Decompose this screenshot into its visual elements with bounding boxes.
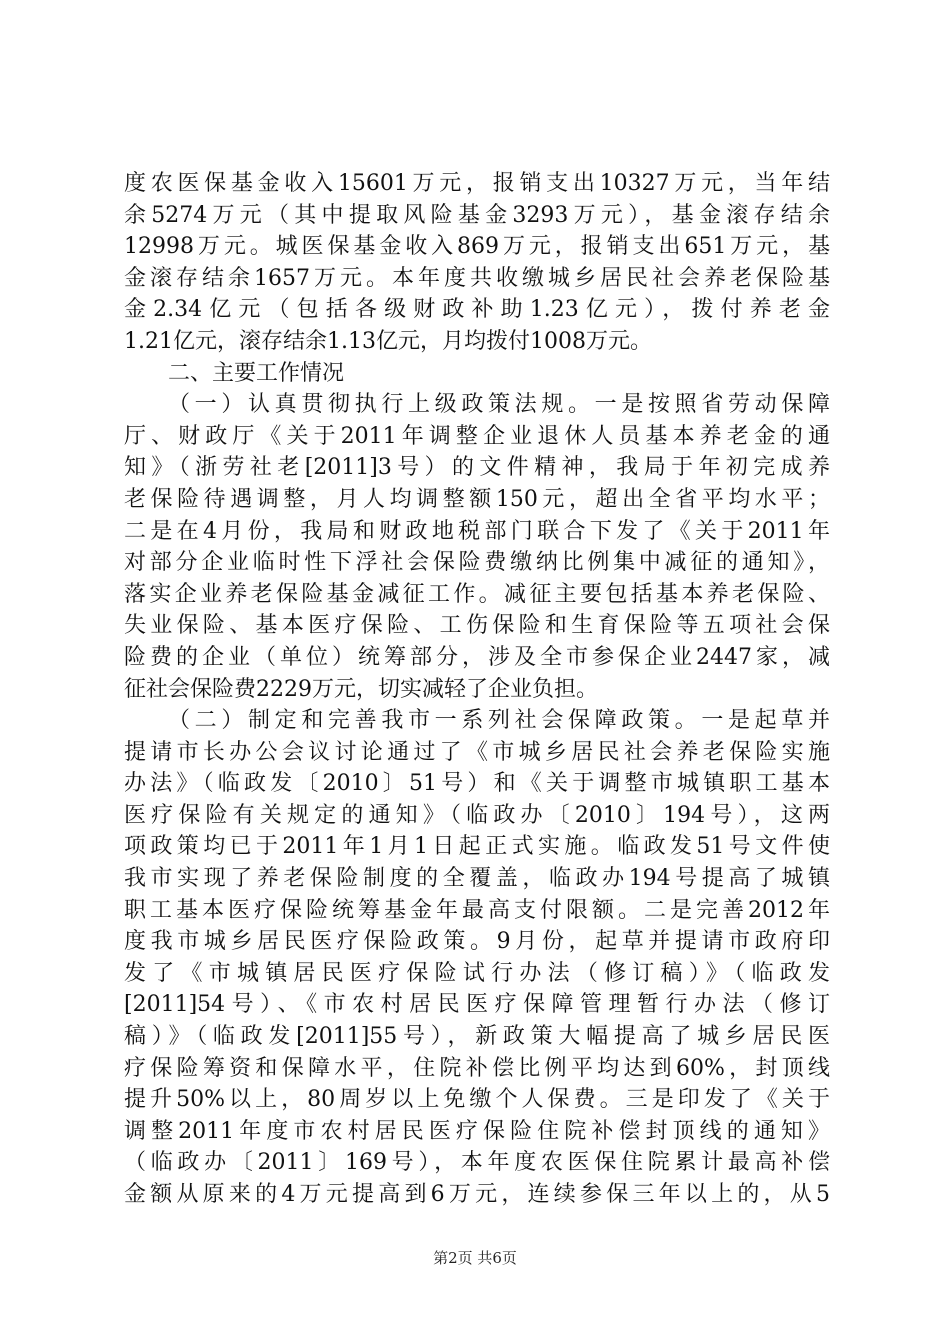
- text-line: 提请市长办公会议讨论通过了《市城乡居民社会养老保险实施: [124, 739, 830, 765]
- text-line: 稿）》（临政发[2011]55号），新政策大幅提高了城乡居民医: [124, 1024, 830, 1050]
- text-line: 落实企业养老保险基金减征工作。减征主要包括基本养老保险、: [124, 581, 830, 607]
- text-line: [2011]54号）、《市农村居民医疗保障管理暂行办法（修订: [124, 992, 830, 1018]
- text-line: 金2.34亿元（包括各级财政补助1.23亿元），拨付养老金: [124, 297, 830, 323]
- document-body: [124, 168, 830, 1211]
- text-line: 项政策均已于2011年1月1日起正式实施。临政发51号文件使: [124, 834, 830, 860]
- text-line: 征社会保险费2229万元，切实减轻了企业负担。: [124, 676, 598, 702]
- text-line: 1.21亿元，滚存结余1.13亿元，月均拨付1008万元。: [124, 328, 652, 354]
- text-line: （临政办〔2011〕169号），本年度农医保住院累计最高补偿: [124, 1150, 830, 1176]
- text-line: 对部分企业临时性下浮社会保险费缴纳比例集中减征的通知》，: [124, 550, 830, 576]
- text-line: 金额从原来的4万元提高到6万元，连续参保三年以上的，从5: [124, 1182, 830, 1207]
- text-line: 失业保险、基本医疗保险、工伤保险和生育保险等五项社会保: [124, 613, 830, 639]
- paragraph-first-line: （二）制定和完善我市一系列社会保障政策。一是起草并: [168, 708, 830, 734]
- text-line: 办法》（临政发〔2010〕51号）和《关于调整市城镇职工基本: [124, 771, 830, 797]
- text-line: 12998万元。城医保基金收入869万元，报销支出651万元，基: [124, 234, 830, 260]
- page-number-footer: 第2页 共6页: [433, 1249, 517, 1267]
- text-line: 知》（浙劳社老[2011]3号）的文件精神，我局于年初完成养: [124, 455, 830, 481]
- text-line: 度我市城乡居民医疗保险政策。9月份，起草并提请市政府印: [124, 929, 830, 955]
- text-line: 调整2011年度市农村居民医疗保险住院补偿封顶线的通知》: [124, 1118, 830, 1144]
- text-line: 职工基本医疗保险统筹基金年最高支付限额。二是完善2012年: [124, 897, 830, 923]
- section-heading: 二、主要工作情况: [168, 360, 345, 386]
- text-line: 二是在4月份，我局和财政地税部门联合下发了《关于2011年: [124, 518, 830, 544]
- text-line: 提升50%以上，80周岁以上免缴个人保费。三是印发了《关于: [124, 1087, 830, 1113]
- paragraph-first-line: （一）认真贯彻执行上级政策法规。一是按照省劳动保障: [168, 392, 830, 418]
- text-line: 险费的企业（单位）统筹部分，涉及全市参保企业2447家，减: [124, 644, 830, 670]
- text-line: 医疗保险有关规定的通知》（临政办〔2010〕194号），这两: [124, 802, 830, 828]
- text-line: 厅、财政厅《关于2011年调整企业退休人员基本养老金的通: [124, 423, 830, 449]
- text-line: 老保险待遇调整，月人均调整额150元，超出全省平均水平；: [124, 486, 830, 512]
- text-line: 我市实现了养老保险制度的全覆盖，临政办194号提高了城镇: [124, 866, 830, 892]
- text-line: 金滚存结余1657万元。本年度共收缴城乡居民社会养老保险基: [124, 265, 830, 291]
- text-line: 疗保险筹资和保障水平，住院补偿比例平均达到60%，封顶线: [124, 1055, 830, 1081]
- text-line: 度农医保基金收入15601万元，报销支出10327万元，当年结: [124, 171, 830, 196]
- text-line: 余5274万元（其中提取风险基金3293万元），基金滚存结余: [124, 202, 830, 228]
- text-line: 发了《市城镇居民医疗保险试行办法（修订稿）》（临政发: [124, 960, 830, 986]
